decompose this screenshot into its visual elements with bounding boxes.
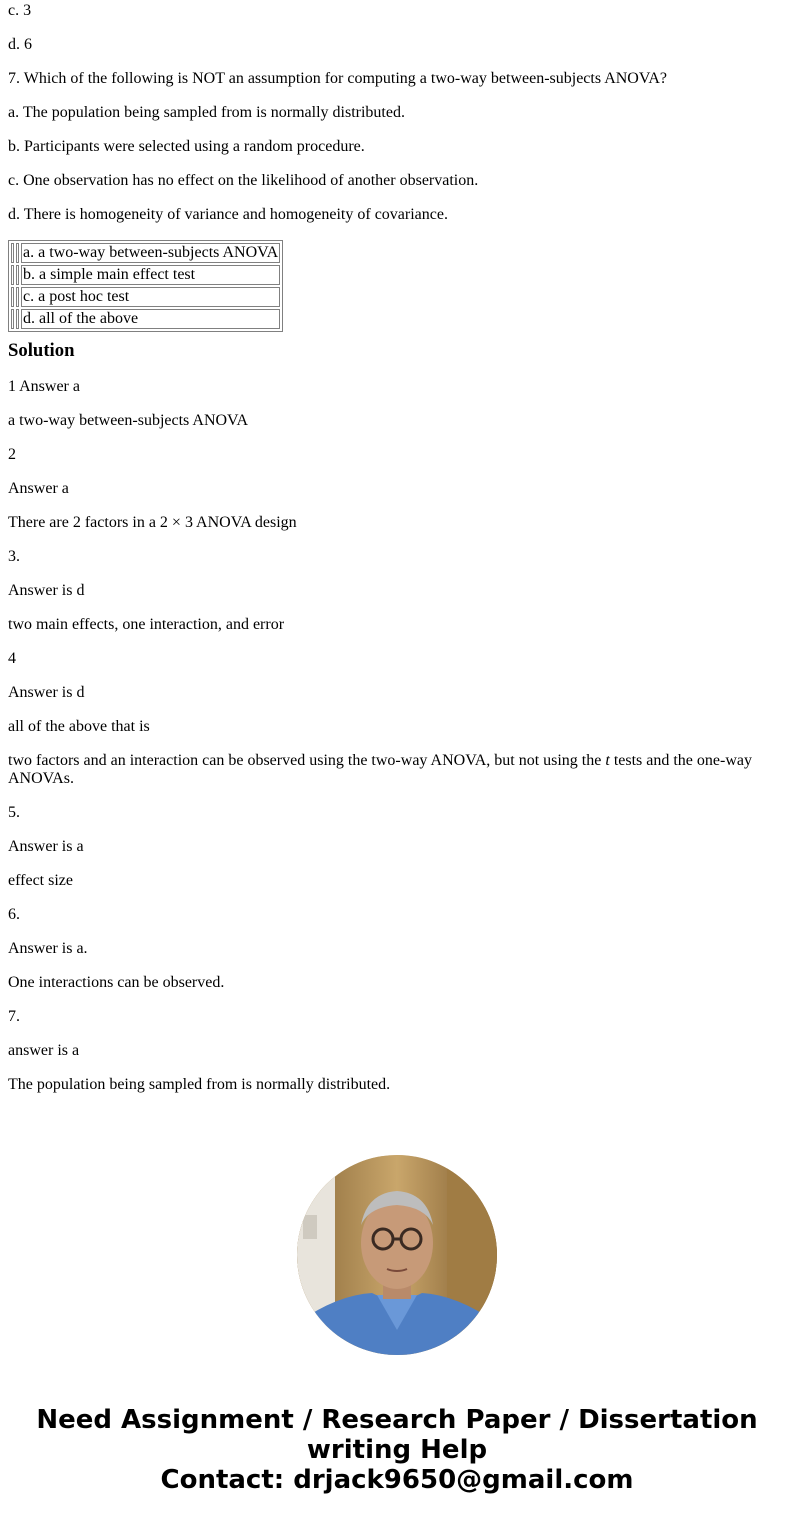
- explanation-line: two factors and an interaction can be observed using the two-way ANOVA, but not using the t tests and the one-way ANOVAs.: [8, 752, 752, 787]
- option-d: d. 6: [8, 36, 32, 53]
- solution-line: answer is a: [8, 1042, 80, 1059]
- table-row: [11, 287, 280, 307]
- solution-line: 3.: [8, 548, 20, 565]
- solution-line: 4: [8, 650, 16, 667]
- table-cell: a. a two-way between-subjects ANOVA: [23, 244, 279, 261]
- solution-line: 2: [8, 446, 16, 463]
- document-body: [0, 2, 794, 1094]
- solution-line: Answer a: [8, 480, 69, 497]
- table-cell: c. a post hoc test: [21, 287, 280, 307]
- option-c: c. 3: [8, 2, 32, 19]
- table-row: [11, 309, 280, 329]
- question-7: 7. Which of the following is NOT an assumption for computing a two-way between-subjects ANOVA?: [8, 70, 667, 87]
- q7-option-c: c. One observation has no effect on the likelihood of another observation.: [8, 172, 479, 189]
- solution-line: two main effects, one interaction, and error: [8, 616, 285, 633]
- solution-line: 6.: [8, 906, 20, 923]
- q7-option-d: d. There is homogeneity of variance and homogeneity of covariance.: [8, 206, 448, 223]
- footer-contact: [0, 1405, 794, 1495]
- solution-line: Answer is d: [8, 582, 85, 599]
- solution-heading: Solution: [8, 340, 75, 361]
- table-row: [11, 243, 280, 263]
- footer-line-2: writing Help: [306, 1435, 488, 1465]
- table-row: [11, 265, 280, 285]
- solution-line: One interactions can be observed.: [8, 974, 225, 991]
- solution-line: There are 2 factors in a 2 × 3 ANOVA design: [8, 514, 297, 531]
- table-cell: d. all of the above: [21, 309, 280, 329]
- q7-option-b: b. Participants were selected using a random procedure.: [8, 138, 365, 155]
- person-photo-icon: [297, 1155, 497, 1355]
- solution-line: effect size: [8, 872, 73, 889]
- table-cell: b. a simple main effect test: [21, 265, 280, 285]
- solution-line: 7.: [8, 1008, 20, 1025]
- footer-contact-line: Contact: drjack9650@gmail.com: [160, 1465, 634, 1495]
- solution-line: Answer is d: [8, 684, 85, 701]
- solution-line: a two-way between-subjects ANOVA: [8, 412, 249, 429]
- avatar: [297, 1155, 497, 1355]
- solution-line: 1 Answer a: [8, 378, 80, 395]
- solution-line: Answer is a.: [8, 940, 88, 957]
- solution-line: The population being sampled from is normally distributed.: [8, 1076, 391, 1093]
- options-table: [8, 240, 283, 332]
- solution-line: all of the above that is: [8, 718, 150, 735]
- solution-line: Answer is a: [8, 838, 84, 855]
- q7-option-a: a. The population being sampled from is normally distributed.: [8, 104, 405, 121]
- footer-line-1: Need Assignment / Research Paper / Dissertation: [36, 1405, 758, 1435]
- solution-line: 5.: [8, 804, 20, 821]
